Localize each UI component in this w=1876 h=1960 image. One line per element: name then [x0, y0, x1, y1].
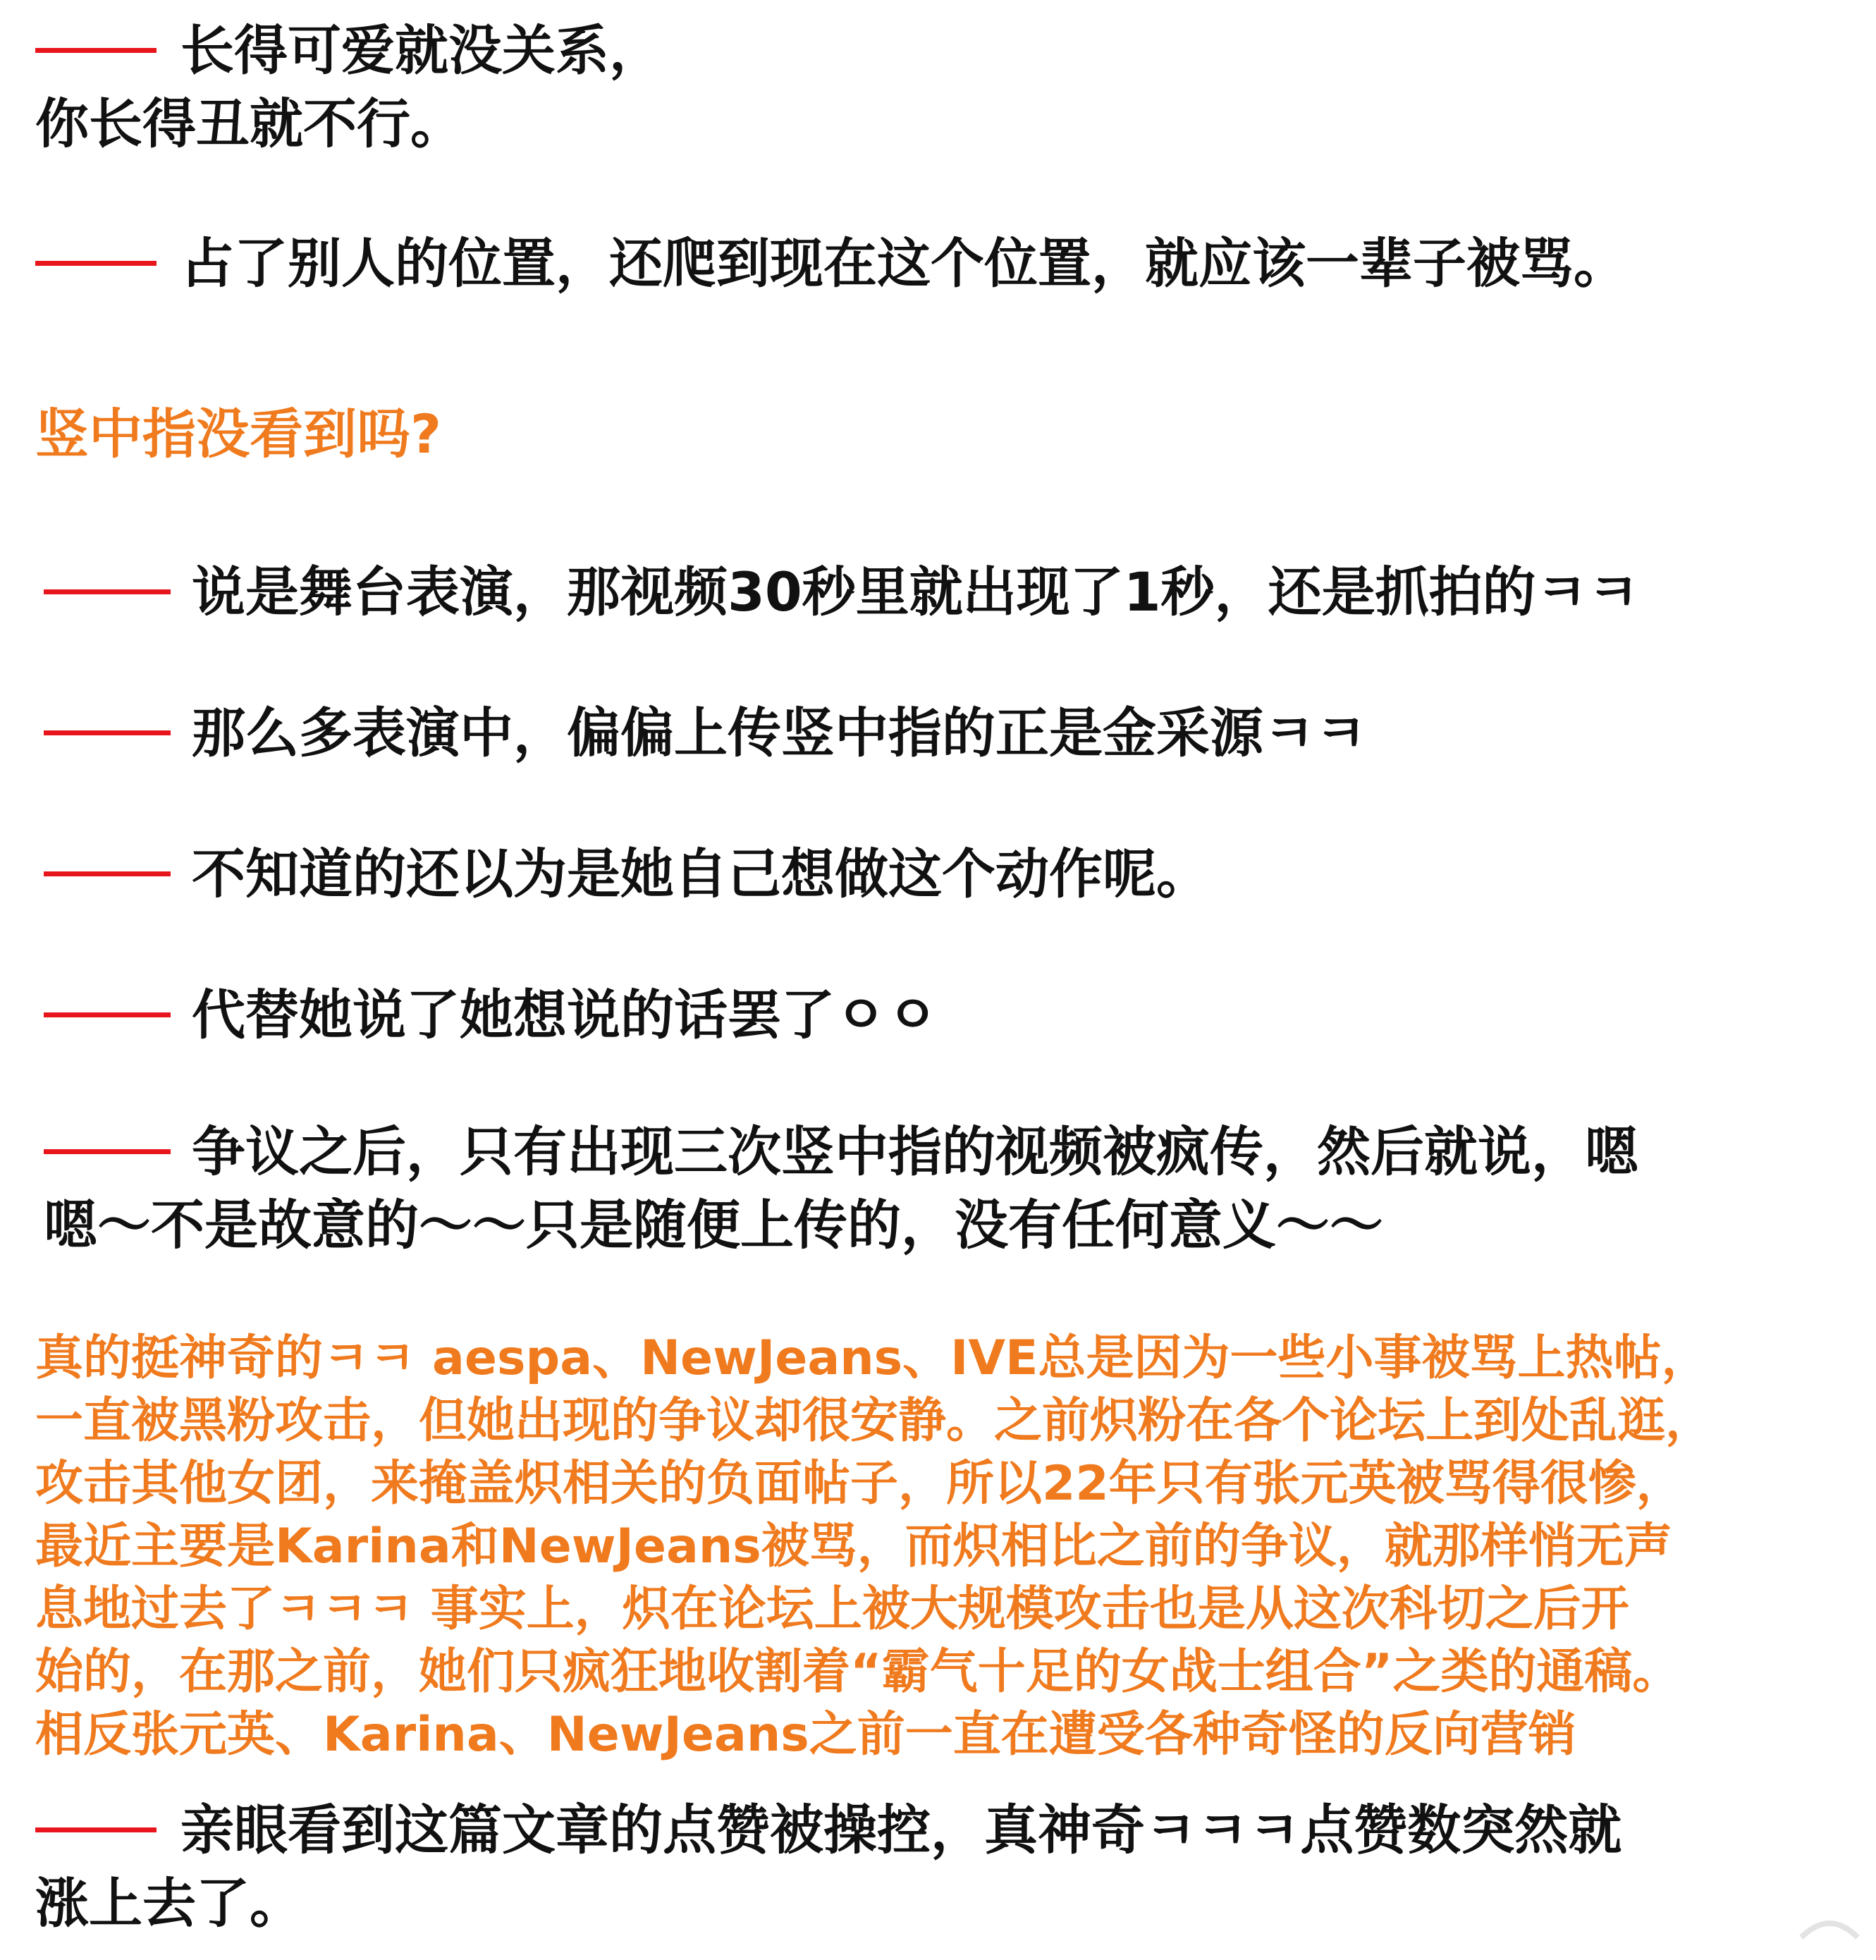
paragraph-8-text-1: 亲眼看到这篇文章的点赞被操控，真神奇ㅋㅋㅋ点赞数突然就: [180, 1799, 1622, 1861]
paragraph-1: [35, 14, 663, 161]
red-dash-icon: [44, 1149, 171, 1154]
paragraph-4-text: 那么多表演中，偏偏上传竖中指的正是金采源ㅋㅋ: [192, 702, 1367, 764]
paragraph-7: [44, 1115, 1638, 1262]
paragraph-5: [44, 838, 1210, 911]
orange-heading-text: 竖中指没看到吗?: [35, 403, 442, 465]
paragraph-4: [44, 697, 1367, 770]
orange-line: 最近主要是Karina和NewJeans被骂，而炽相比之前的争议，就那样悄无声: [35, 1519, 1672, 1574]
paragraph-6-text: 代替她说了她想说的话罢了ㅇㅇ: [192, 984, 938, 1046]
red-dash-icon: [44, 730, 171, 735]
orange-line: 一直被黑粉攻击，但她出现的争议却很安静。之前炽粉在各个论坛上到处乱逛，: [35, 1393, 1714, 1449]
paragraph-3-text: 说是舞台表演，那视频30秒里就出现了1秒，还是抓拍的ㅋㅋ: [192, 561, 1640, 623]
orange-line: 息地过去了ㅋㅋㅋ 事实上，炽在论坛上被大规模攻击也是从这次科切之后开: [35, 1581, 1629, 1637]
paragraph-7-line-1: [44, 1115, 1638, 1189]
red-dash-icon: [35, 1827, 157, 1832]
red-dash-icon: [44, 1012, 171, 1017]
red-dash-icon: [44, 871, 171, 876]
paragraph-6: [44, 979, 938, 1052]
paragraph-2: [35, 227, 1627, 300]
paragraph-8: [35, 1794, 1621, 1940]
paragraph-5-text: 不知道的还以为是她自己想做这个动作呢。: [192, 843, 1210, 905]
orange-heading: [35, 399, 441, 470]
paragraph-8-text-2: 涨上去了。: [35, 1872, 303, 1935]
paragraph-1-text-1: 长得可爱就没关系，: [180, 19, 663, 82]
paragraph-3: [44, 556, 1639, 629]
orange-line: 始的，在那之前，她们只疯狂地收割着“霸气十足的女战士组合”之类的通稿。: [35, 1644, 1681, 1700]
red-dash-icon: [35, 48, 157, 53]
paragraph-7-text-1: 争议之后，只有出现三次竖中指的视频被疯传，然后就说，嗯: [192, 1120, 1638, 1183]
red-dash-icon: [35, 261, 157, 266]
watermark-icon: [1787, 1902, 1872, 1952]
paragraph-2-text: 占了别人的位置，还爬到现在这个位置，就应该一辈子被骂。: [180, 232, 1627, 295]
red-dash-icon: [44, 589, 171, 594]
paragraph-1-line-1: [35, 14, 663, 87]
paragraph-8-line-1: [35, 1794, 1621, 1867]
orange-line: 相反张元英、Karina、NewJeans之前一直在遭受各种奇怪的反向营销: [35, 1707, 1576, 1763]
orange-line: 真的挺神奇的ㅋㅋ aespa、NewJeans、IVE总是因为一些小事被骂上热帖，: [35, 1330, 1710, 1386]
watermark-mark-icon: [1787, 1902, 1872, 1952]
orange-line: 攻击其他女团，来掩盖炽相关的负面帖子，所以22年只有张元英被骂得很惨，: [35, 1456, 1684, 1512]
paragraph-1-text-2: 你长得丑就不行。: [35, 92, 464, 155]
paragraph-7-text-2: 嗯～不是故意的～～只是随便上传的，没有任何意义～～: [44, 1194, 1383, 1256]
orange-paragraph: [35, 1327, 1713, 1766]
